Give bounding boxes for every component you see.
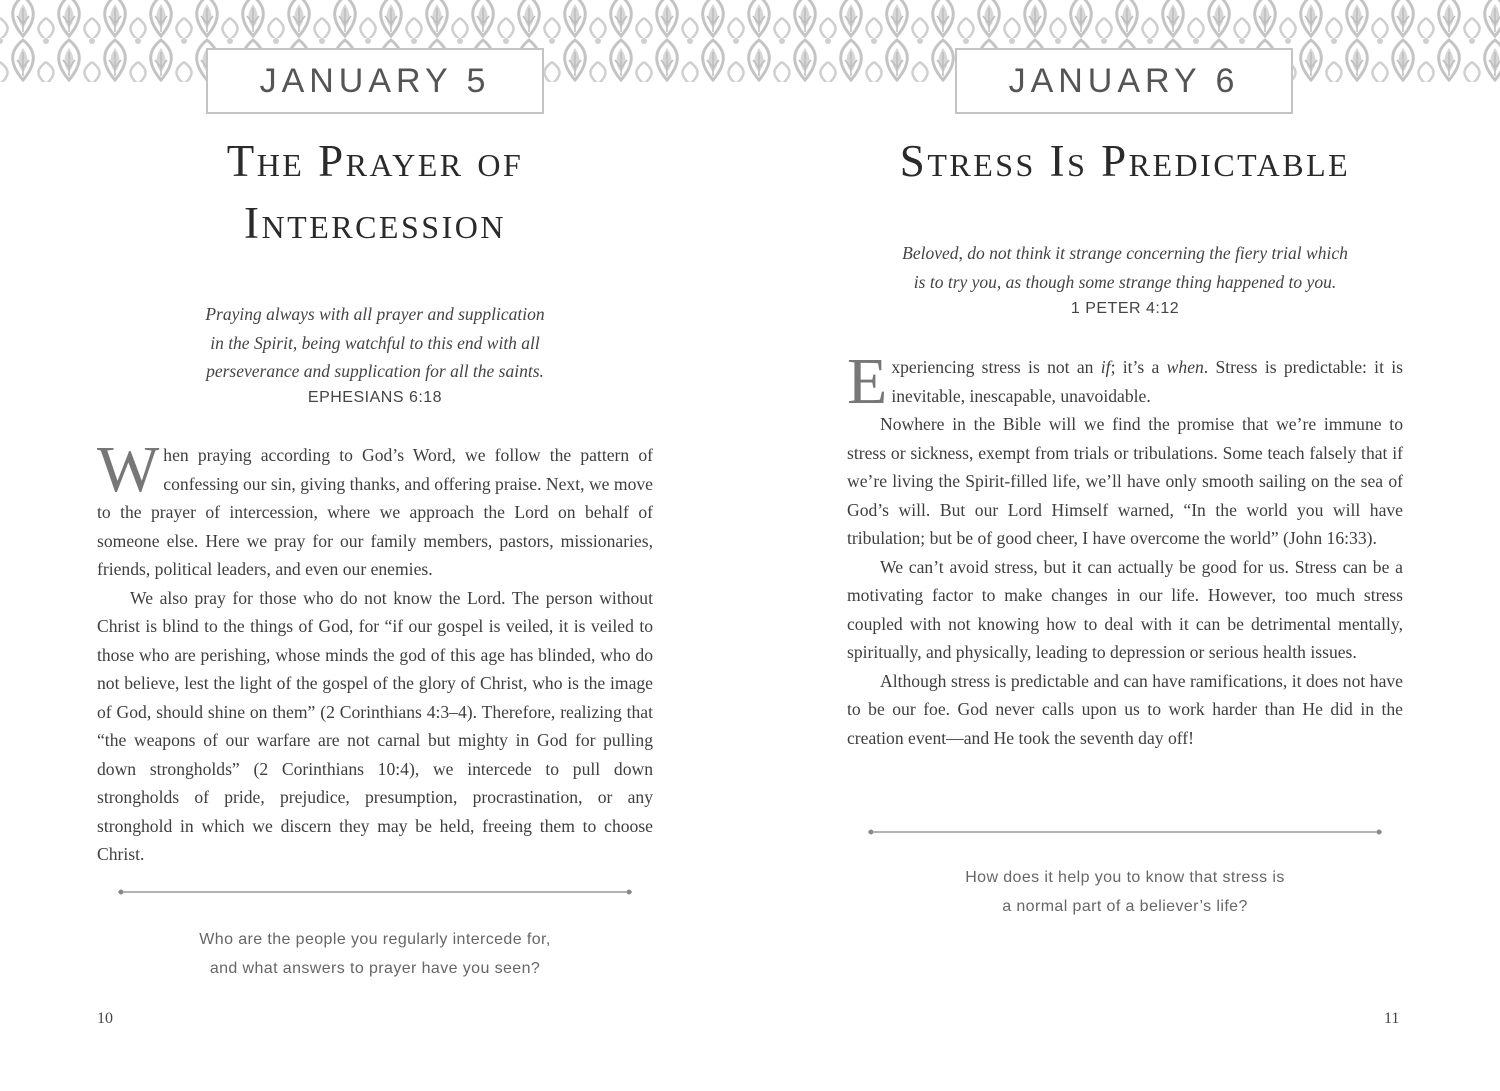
paragraph-text: xperiencing stress is not an <box>891 357 1101 377</box>
verse-line: perseverance and supplication for all the saints. <box>206 361 544 381</box>
divider-ornament <box>118 886 632 898</box>
title-line-1: The Prayer of <box>226 136 524 186</box>
drop-cap: E <box>847 345 888 418</box>
devotion-title <box>60 130 690 254</box>
paragraph-text: . Stress is predictable: it is inevitable, inescapable, unavoidable. <box>891 357 1403 406</box>
paragraph-text: hen praying according to God’s Word, we follow the pattern of confessing our sin, giving thanks, and offering praise. Next, we move to the prayer of intercession, where we approach the Lord on behalf of someone else. Here we pray for our family members, pastors, missionaries, friends, political leaders, and even our enemies. <box>97 445 653 579</box>
date-text: JANUARY 5 <box>259 61 491 100</box>
page-number: 11 <box>1384 1010 1400 1027</box>
body-paragraph: Nowhere in the Bible will we find the promise that we’re immune to stress or sickness, exempt from trials or tribulations. Some teach falsely that if we’re living the Spirit-filled life, we’ll have only smooth sailing on the sea of God’s will. But our Lord Himself warned, “In the world you will have tribulation; but be of good cheer, I have overcome the world” (John 16:33). <box>847 414 1403 548</box>
reflection-question <box>780 864 1470 921</box>
date-heading <box>955 48 1293 114</box>
question-line: a normal part of a believer’s life? <box>1002 897 1248 915</box>
title-line-1: Stress Is Predictable <box>899 136 1351 186</box>
body-paragraph: We can’t avoid stress, but it can actually be good for us. Stress can be a motivating factor to make changes in our life. However, too much stress coupled with not knowing how to deal with it can be detrimental mentally, spiritually, and physically, leading to depression or serious health issues. <box>847 556 1403 662</box>
divider-ornament <box>868 826 1382 838</box>
question-line: Who are the people you regularly intercede for, <box>199 931 551 948</box>
reflection-question <box>60 926 690 983</box>
scripture-reference: 1 PETER 4:12 <box>1070 300 1180 317</box>
question-line: and what answers to prayer have you seen? <box>209 959 541 977</box>
right-page <box>750 0 1500 1091</box>
question-line: How does it help you to know that stress is <box>965 869 1285 886</box>
devotion-title <box>780 130 1470 192</box>
drop-cap: W <box>97 433 160 506</box>
verse-line: is to try you, as though some strange thing happened to you. <box>913 271 1337 292</box>
title-line-2: Intercession <box>244 198 506 248</box>
verse-line: in the Spirit, being watchful to this end with all <box>210 332 540 353</box>
page-number: 10 <box>97 1010 113 1027</box>
emphasis-when: when <box>1166 357 1204 377</box>
verse-line: Praying always with all prayer and supplication <box>205 304 545 324</box>
body-paragraph <box>97 433 653 584</box>
scripture-reference: EPHESIANS 6:18 <box>307 389 443 406</box>
body-paragraph <box>847 345 1403 418</box>
body-paragraph: We also pray for those who do not know the Lord. The person without Christ is blind to the things of God, for “if our gospel is veiled, it is veiled to those who are perishing, whose minds the god of this age has blinded, who do not believe, lest the light of the gospel of the glory of Christ, who is the image of God, should shine on them” (2 Corinthians 4:3–4). Therefore, realizing that “the weapons of our warfare are not carnal but mighty in God for pulling down strongholds” (2 Corinthians 10:4), we intercede to pull down strongholds of pride, prejudice, presumption, procrastination, or any stronghold in which we discern they may be held, freeing them to choose Christ. <box>97 587 653 864</box>
body-paragraph: Although stress is predictable and can have ramifications, it does not have to be our foe. God never calls upon us to work harder than He did in the creation event—and He took the seventh day off! <box>847 670 1403 748</box>
date-text: JANUARY 6 <box>1008 61 1240 100</box>
paragraph-text: ; it’s a <box>1110 357 1167 377</box>
emphasis-if: if <box>1100 357 1111 377</box>
devotion-body <box>97 433 653 869</box>
scripture-verse <box>60 300 690 386</box>
devotion-body <box>847 345 1403 752</box>
scripture-verse <box>780 239 1470 296</box>
date-heading <box>206 48 544 114</box>
verse-line: Beloved, do not think it strange concerning the fiery trial which <box>902 243 1348 263</box>
